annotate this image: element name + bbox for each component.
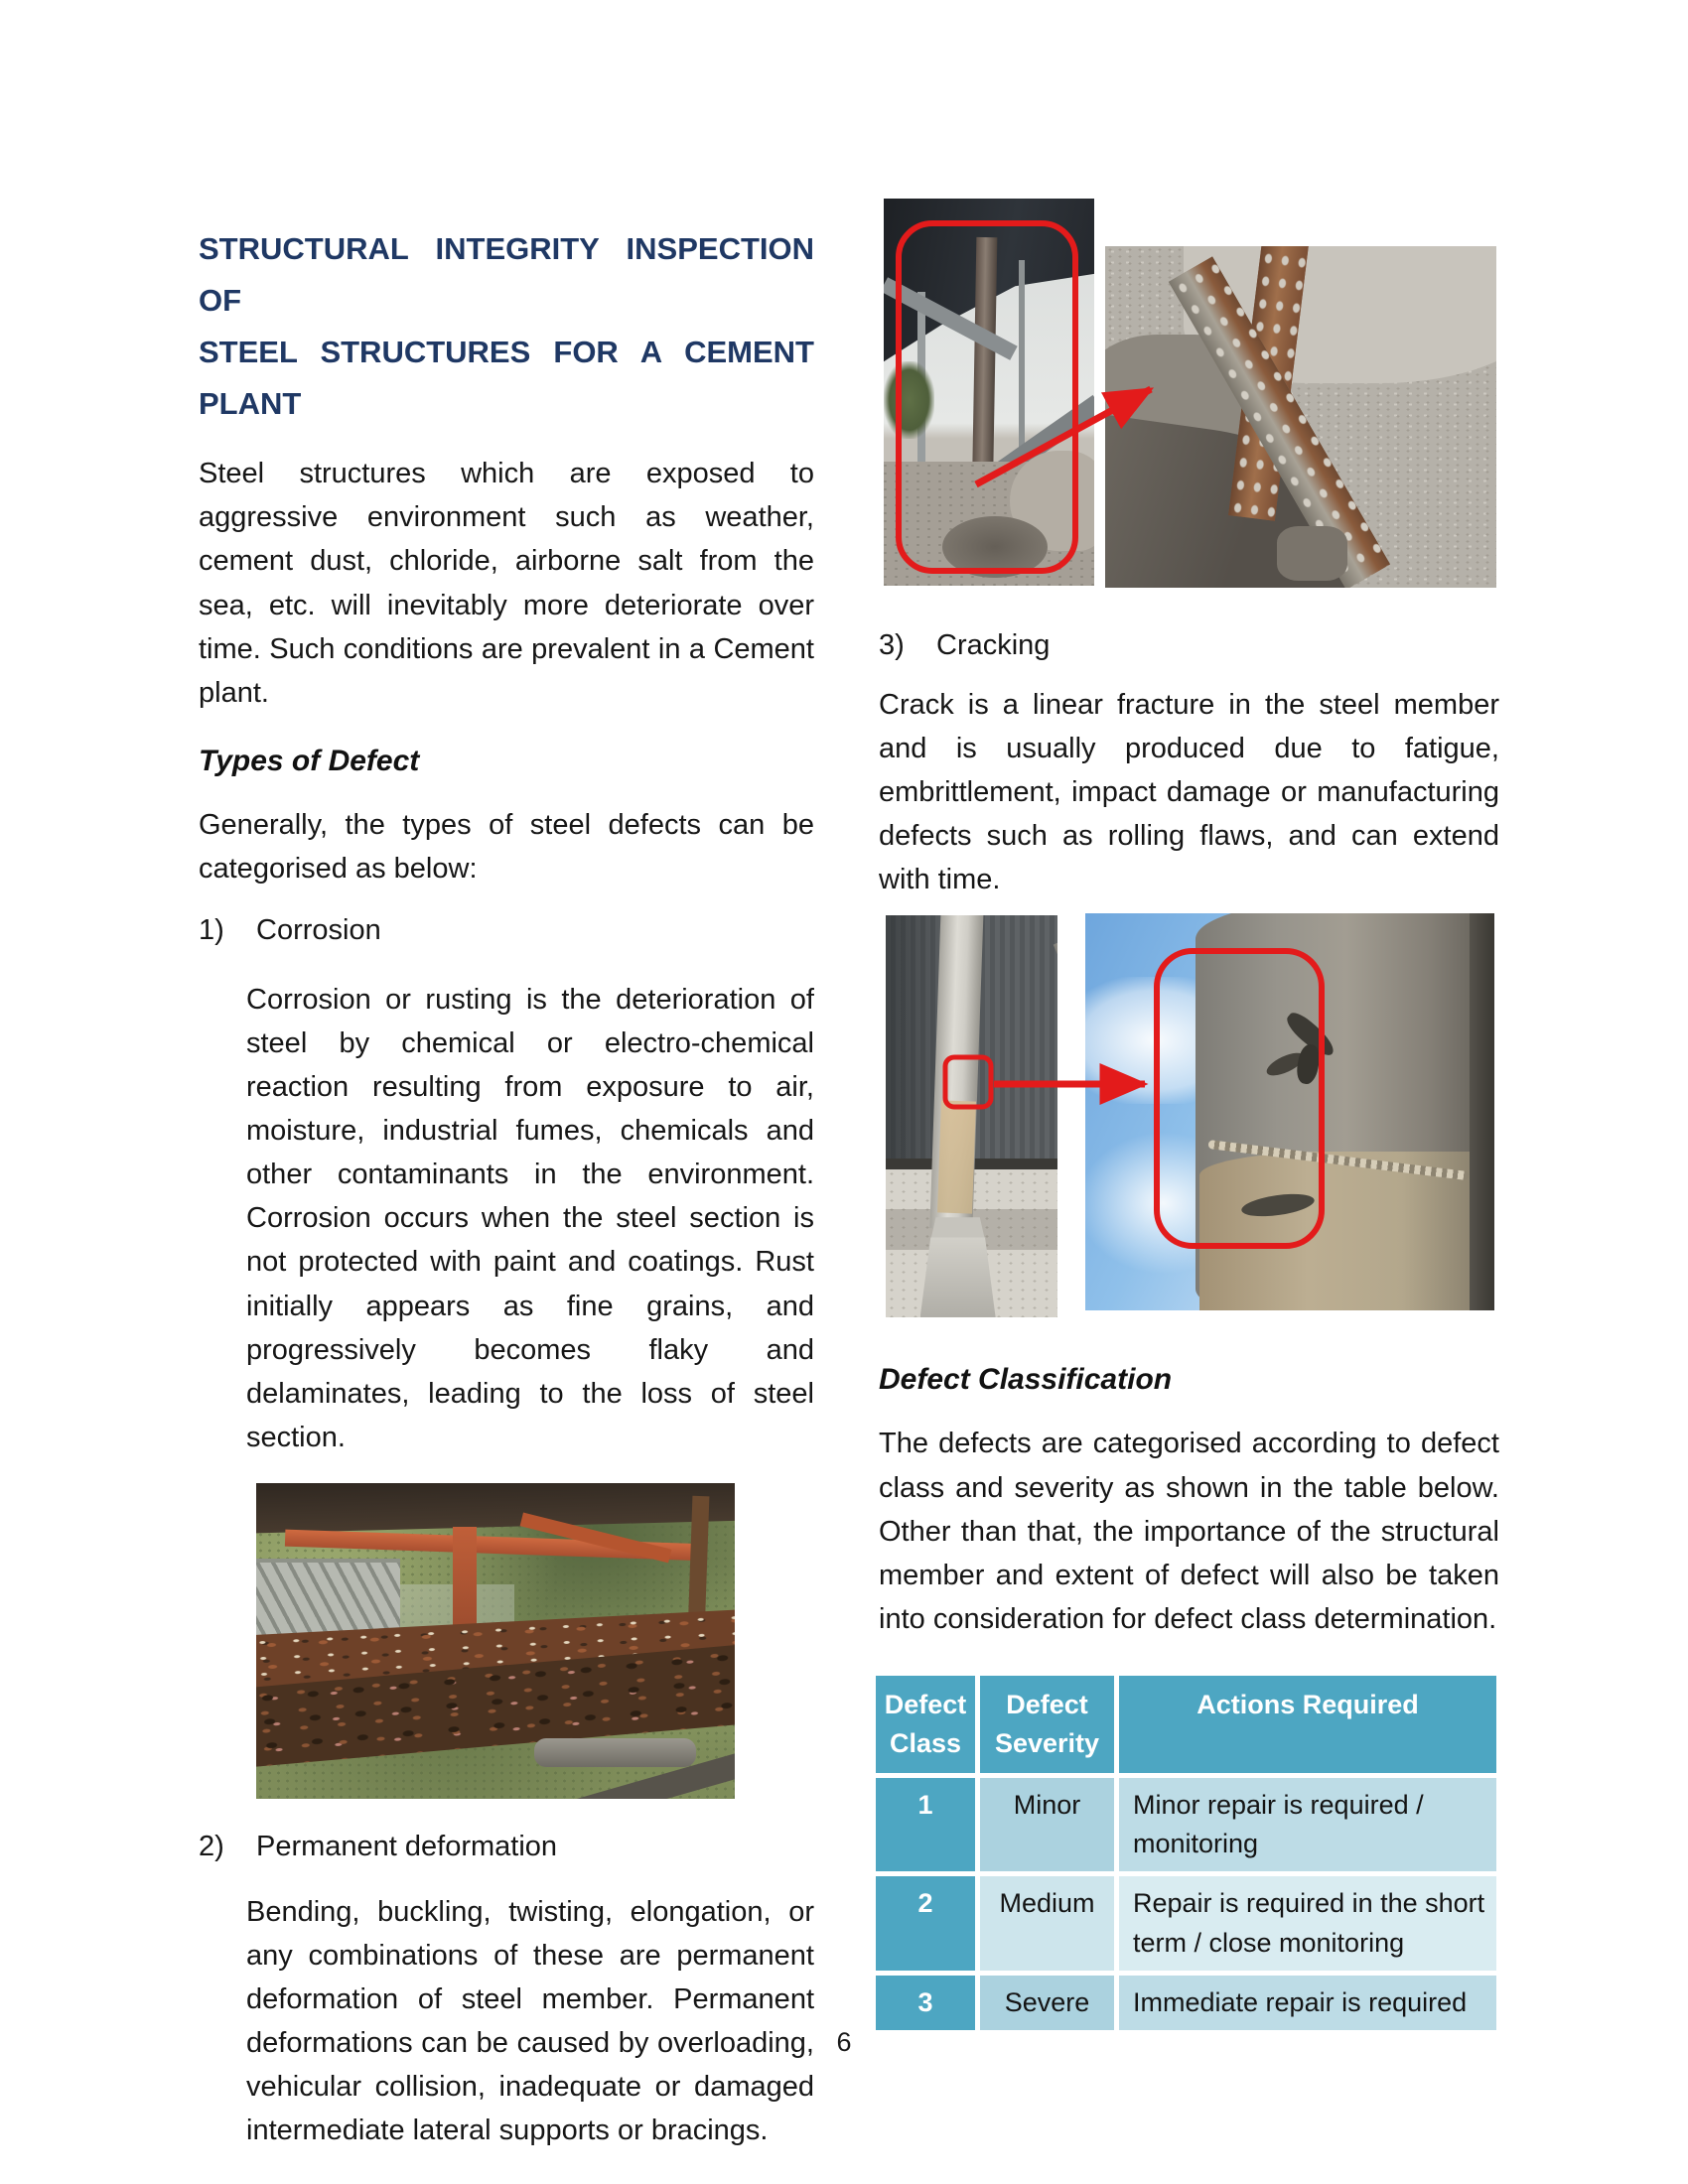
greenery-patch <box>884 361 934 439</box>
pipe-crack-closeup-photo <box>1085 913 1494 1310</box>
conveyor-roller <box>534 1738 697 1767</box>
page-title <box>199 223 814 430</box>
header-defect-severity: Defect Severity <box>980 1676 1114 1773</box>
page-title-line-1: STRUCTURAL INTEGRITY INSPECTION OF <box>199 231 814 319</box>
pipe-stain <box>937 1100 976 1214</box>
brace-joint <box>1277 526 1347 581</box>
action-cell: Repair is required in the short term / close monitoring <box>1119 1876 1496 1970</box>
defect-item-number: 3) <box>879 629 905 661</box>
left-column <box>199 223 814 2176</box>
deformation-body: Bending, buckling, twisting, elongation, or any combinations of these are permanent deformation of steel member. Permanent deformations can be caused by overloading, vehicular collision, inadequate or damaged intermediate lateral supports or bracings. <box>246 1895 814 2147</box>
defect-item-corrosion <box>199 908 814 952</box>
defect-classification-table <box>871 1671 1501 2035</box>
intro-paragraph: Steel structures which are exposed to aggressive environment such as weather, cement dust, chloride, airborne salt from the sea, etc. will inevitably more deteriorate over time. Such conditions are prevalent in a Cement plant. <box>199 458 814 709</box>
class-cell: 3 <box>876 1976 975 2030</box>
defect-item-label: Cracking <box>936 629 1051 661</box>
defect-classification-heading: Defect Classification <box>879 1363 1173 1397</box>
concrete-base <box>920 1237 996 1317</box>
class-cell: 2 <box>876 1876 975 1970</box>
defect-item-number: 1) <box>199 913 224 946</box>
header-actions-required: Actions Required <box>1119 1676 1496 1773</box>
table-row <box>876 1976 1496 2030</box>
right-column <box>879 199 1499 2035</box>
action-cell: Immediate repair is required <box>1119 1976 1496 2030</box>
table-row <box>876 1876 1496 1970</box>
page-title-line-2: STEEL STRUCTURES FOR A CEMENT PLANT <box>199 335 814 422</box>
defect-item-label: Permanent deformation <box>256 1830 558 1862</box>
table-header-row <box>876 1676 1496 1773</box>
ground-pit <box>942 516 1048 578</box>
header-defect-class: Defect Class <box>876 1676 975 1773</box>
severity-cell: Minor <box>980 1778 1114 1871</box>
classification-paragraph: The defects are categorised according to defect class and severity as shown in the table below. Other than that, the importance of the structural member and extent of defect will also be taken into consideration for defect class determination. <box>879 1428 1499 1635</box>
severity-cell: Medium <box>980 1876 1114 1970</box>
corroded-brace-closeup-photo <box>1105 246 1496 588</box>
table-row <box>876 1778 1496 1871</box>
steel-bracing-overview-photo <box>884 199 1094 586</box>
types-intro-paragraph: Generally, the types of steel defects can be categorised as below: <box>199 808 814 885</box>
action-cell: Minor repair is required / monitoring <box>1119 1778 1496 1871</box>
class-cell: 1 <box>876 1778 975 1871</box>
page-number: 6 <box>836 2027 852 2057</box>
corrosion-body: Corrosion or rusting is the deterioration of steel by chemical or electro-chemical reaction resulting from exposure to air, moisture, industrial fumes, chemicals and other contaminants in the environment. Corrosion occurs when the steel section is not protected with paint and coatings. Rust initially appears as fine grains, and progressively becomes flaky and delaminates, leading to the loss of steel section. <box>246 984 814 1453</box>
cracking-closeup-figure <box>879 913 1499 1317</box>
adjacent-pipe-edge <box>1470 913 1494 1310</box>
defect-item-label: Corrosion <box>256 913 381 946</box>
types-of-defect-heading: Types of Defect <box>199 744 420 777</box>
defect-item-deformation <box>199 1825 814 1868</box>
corrosion-rusted-beam-photo <box>256 1483 735 1799</box>
cracking-body: Crack is a linear fracture in the steel member and is usually produced due to fatigue, embrittlement, impact damage or manufacturing defects such as rolling flaws, and can extend with time. <box>879 689 1499 896</box>
defect-item-number: 2) <box>199 1830 224 1862</box>
cracking-overview-figure <box>879 199 1499 588</box>
background-column <box>1019 260 1025 446</box>
defect-item-cracking <box>879 623 1499 667</box>
severity-cell: Severe <box>980 1976 1114 2030</box>
pipe-column-photo <box>886 915 1057 1317</box>
